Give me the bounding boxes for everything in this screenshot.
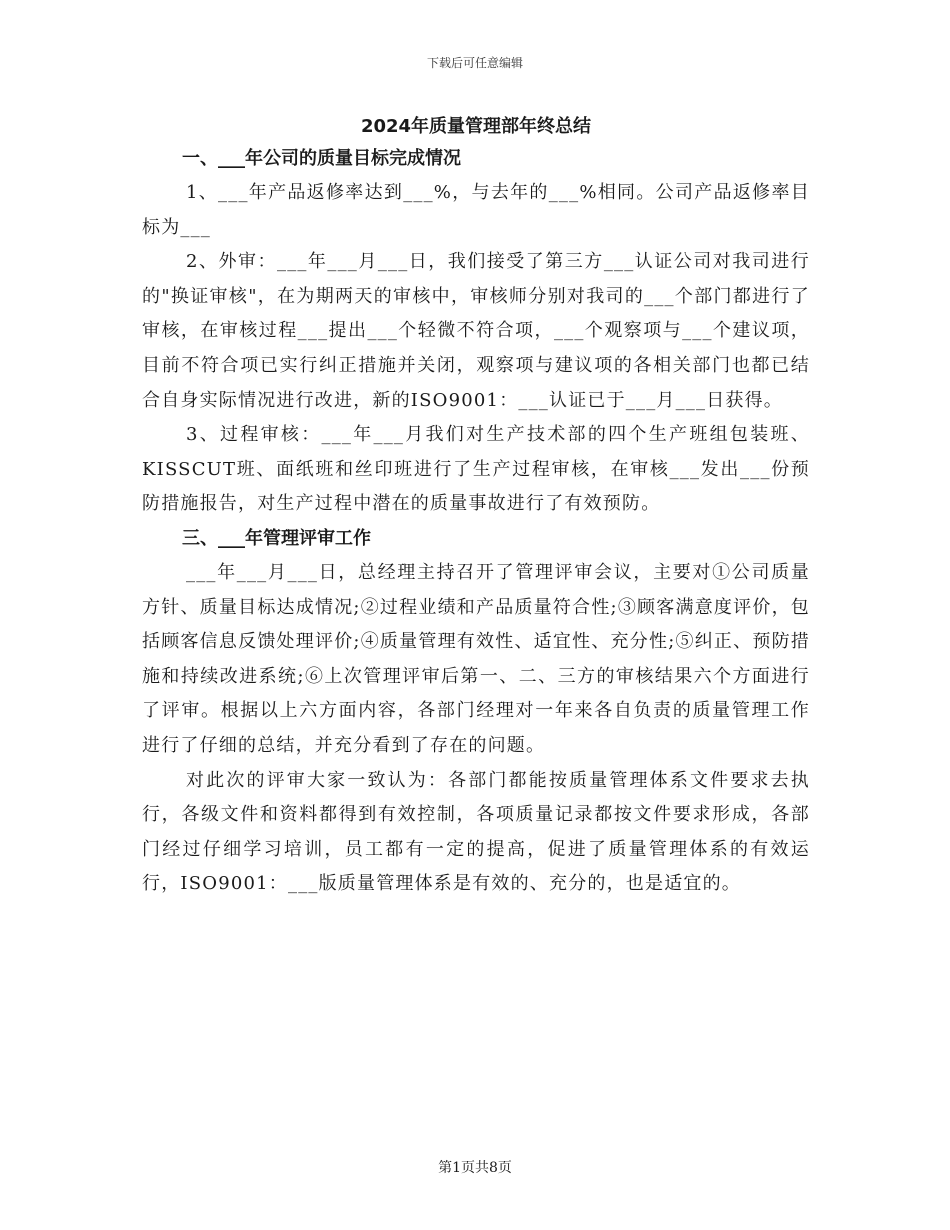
paragraph: ___年___月___日，总经理主持召开了管理评审会议，主要对①公司质量方针、质量目标达成情况;②过程业绩和产品质量符合性;③顾客满意度评价，包括顾客信息反馈处理评价;④质量管理有效性、适宜性、充分性;⑤纠正、预防措施和持续改进系统;⑥上次管理评审后第一、二、三方的审核结果六个方面进行了评审。根据以上六方面内容，各部门经理对一年来各自负责的质量管理工作进行了仔细的总结，并充分看到了存在的问题。 <box>142 561 810 756</box>
paragraph: 1、___年产品返修率达到___%，与去年的___%相同。公司产品返修率目标为___ <box>142 182 810 238</box>
header-note: 下载后可任意编辑 <box>426 56 523 70</box>
section-heading-1: 一、___年公司的质量目标完成情况 <box>182 148 461 169</box>
document-content <box>142 112 810 902</box>
page-indicator: 第1页共8页 <box>438 1160 512 1176</box>
document-title: 2024年质量管理部年终总结 <box>360 116 592 137</box>
section-heading-3: 三、___年管理评审工作 <box>182 527 371 549</box>
paragraph: 对此次的评审大家一致认为：各部门都能按质量管理体系文件要求去执行，各级文件和资料都得到有效控制，各项质量记录都按文件要求形成，各部门经过仔细学习培训，员工都有一定的提高，促进了质量管理体系的有效运行，ISO9001：___版质量管理体系是有效的、充分的，也是适宜的。 <box>142 769 810 895</box>
paragraph: 3、过程审核：___年___月我们对生产技术部的四个生产班组包装班、KISSCUT班、面纸班和丝印班进行了生产过程审核，在审核___发出___份预防措施报告，对生产过程中潜在的质量事故进行了有效预防。 <box>142 424 810 515</box>
paragraph: 2、外审：___年___月___日，我们接受了第三方___认证公司对我司进行的"换证审核"，在为期两天的审核中，审核师分别对我司的___个部门都进行了审核，在审核过程___提出___个轻微不符合项，___个观察项与___个建议项，目前不符合项已实行纠正措施并关闭，观察项与建议项的各相关部门也都已结合自身实际情况进行改进，新的ISO9001：___认证已于___月___日获得。 <box>142 251 810 411</box>
